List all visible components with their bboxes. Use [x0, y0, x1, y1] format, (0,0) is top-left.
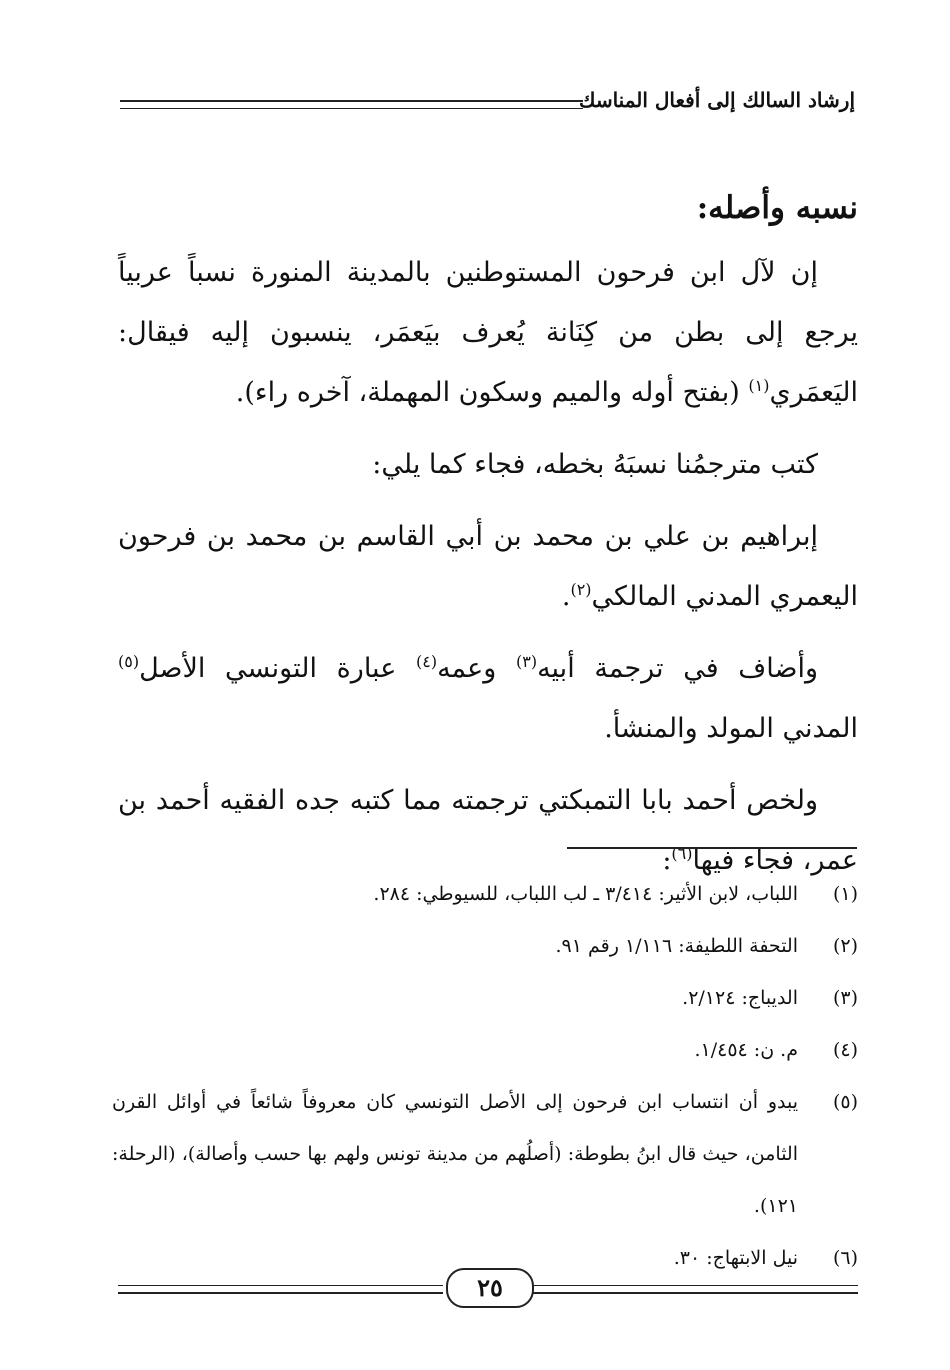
section-heading: نسبه وأصله:: [696, 190, 858, 226]
footnotes: [112, 868, 858, 1284]
footnote-number: (١): [832, 883, 858, 905]
paragraph-handwriting: [118, 435, 858, 495]
page-number: ٢٥: [446, 1268, 534, 1308]
paragraph-text: وأضاف في ترجمة أبيه: [537, 653, 818, 684]
footnote-number: (٢): [832, 935, 858, 957]
footnote-text: الديباج: ٢/١٢٤.: [682, 987, 798, 1009]
paragraph-text: إن لآل ابن فرحون المستوطنين بالمدينة المنورة نسباً عربياً يرجع إلى بطن من كِنَانة يُعرف بيَعمَر، ينسبون إليه فيقال: اليَعمَري: [118, 257, 858, 408]
footnote-text: التحفة اللطيفة: ١/١١٦ رقم ٩١.: [555, 935, 798, 957]
footnote-ref-3[interactable]: (٣): [515, 652, 538, 671]
book-title: إرشاد السالك إلى أفعال المناسك: [578, 88, 855, 112]
paragraph-text: وعمه: [437, 653, 516, 684]
footnote-number: (٤): [832, 1039, 858, 1061]
footnote-text: اللباب، لابن الأثير: ٣/٤١٤ ـ لب اللباب، للسيوطي: ٢٨٤.: [373, 883, 798, 905]
footnote-number: (٥): [832, 1091, 858, 1113]
paragraph-origin: [118, 639, 858, 759]
footnote-item: [112, 1024, 858, 1076]
footnote-separator: [567, 847, 857, 849]
footnote-ref-4[interactable]: (٤): [415, 652, 438, 671]
running-header: [120, 88, 855, 118]
footnote-item: [112, 920, 858, 972]
paragraph-full-name: [118, 507, 858, 627]
footnote-ref-1[interactable]: (١): [748, 376, 770, 395]
page-footer: [118, 1268, 858, 1312]
paragraph-lineage: [118, 243, 858, 423]
footer-rule-left: [118, 1285, 443, 1294]
footnote-ref-5[interactable]: (٥): [118, 652, 140, 671]
paragraph-text: إبراهيم بن علي بن محمد بن أبي القاسم بن محمد بن فرحون اليعمري المدني المالكي: [118, 521, 858, 612]
footnote-text: نيل الابتهاج: ٣٠.: [673, 1247, 798, 1269]
paragraph-text: كتب مترجمُنا نسبَهُ بخطه، فجاء كما يلي:: [372, 449, 818, 480]
footer-rule-right: [533, 1285, 858, 1294]
paragraph-text: عبارة التونسي الأصل: [139, 653, 416, 684]
footnote-text: م. ن: ١/٤٥٤.: [694, 1039, 798, 1061]
footnote-ref-2[interactable]: (٢): [570, 580, 592, 599]
footnote-number: (٣): [832, 987, 858, 1009]
footnote-item: [112, 1076, 858, 1232]
footnote-item: [112, 868, 858, 920]
footnote-number: (٦): [832, 1247, 858, 1269]
paragraph-text: ولخص أحمد بابا التمبكتي ترجمته مما كتبه جده الفقيه أحمد بن عمر، فجاء فيها: [118, 785, 858, 876]
main-text: [118, 183, 858, 903]
paragraph-text: :: [662, 845, 672, 876]
paragraph-text: .: [561, 581, 571, 612]
paragraph-text: (بفتح أوله والميم وسكون المهملة، آخره راء).: [235, 377, 749, 408]
paragraph-text: المدني المولد والمنشأ.: [604, 713, 858, 744]
footnote-item: [112, 972, 858, 1024]
header-rule: [120, 100, 583, 109]
footnote-ref-6[interactable]: (٦): [671, 844, 693, 863]
footnote-text: يبدو أن انتساب ابن فرحون إلى الأصل التونسي كان معروفاً شائعاً في أوائل القرن الثامن، حيث قال ابنُ بطوطة: (أصلُهم من مدينة تونس ولهم بها حسب وأصالة)، (الرحلة: ١٢١).: [112, 1091, 798, 1217]
